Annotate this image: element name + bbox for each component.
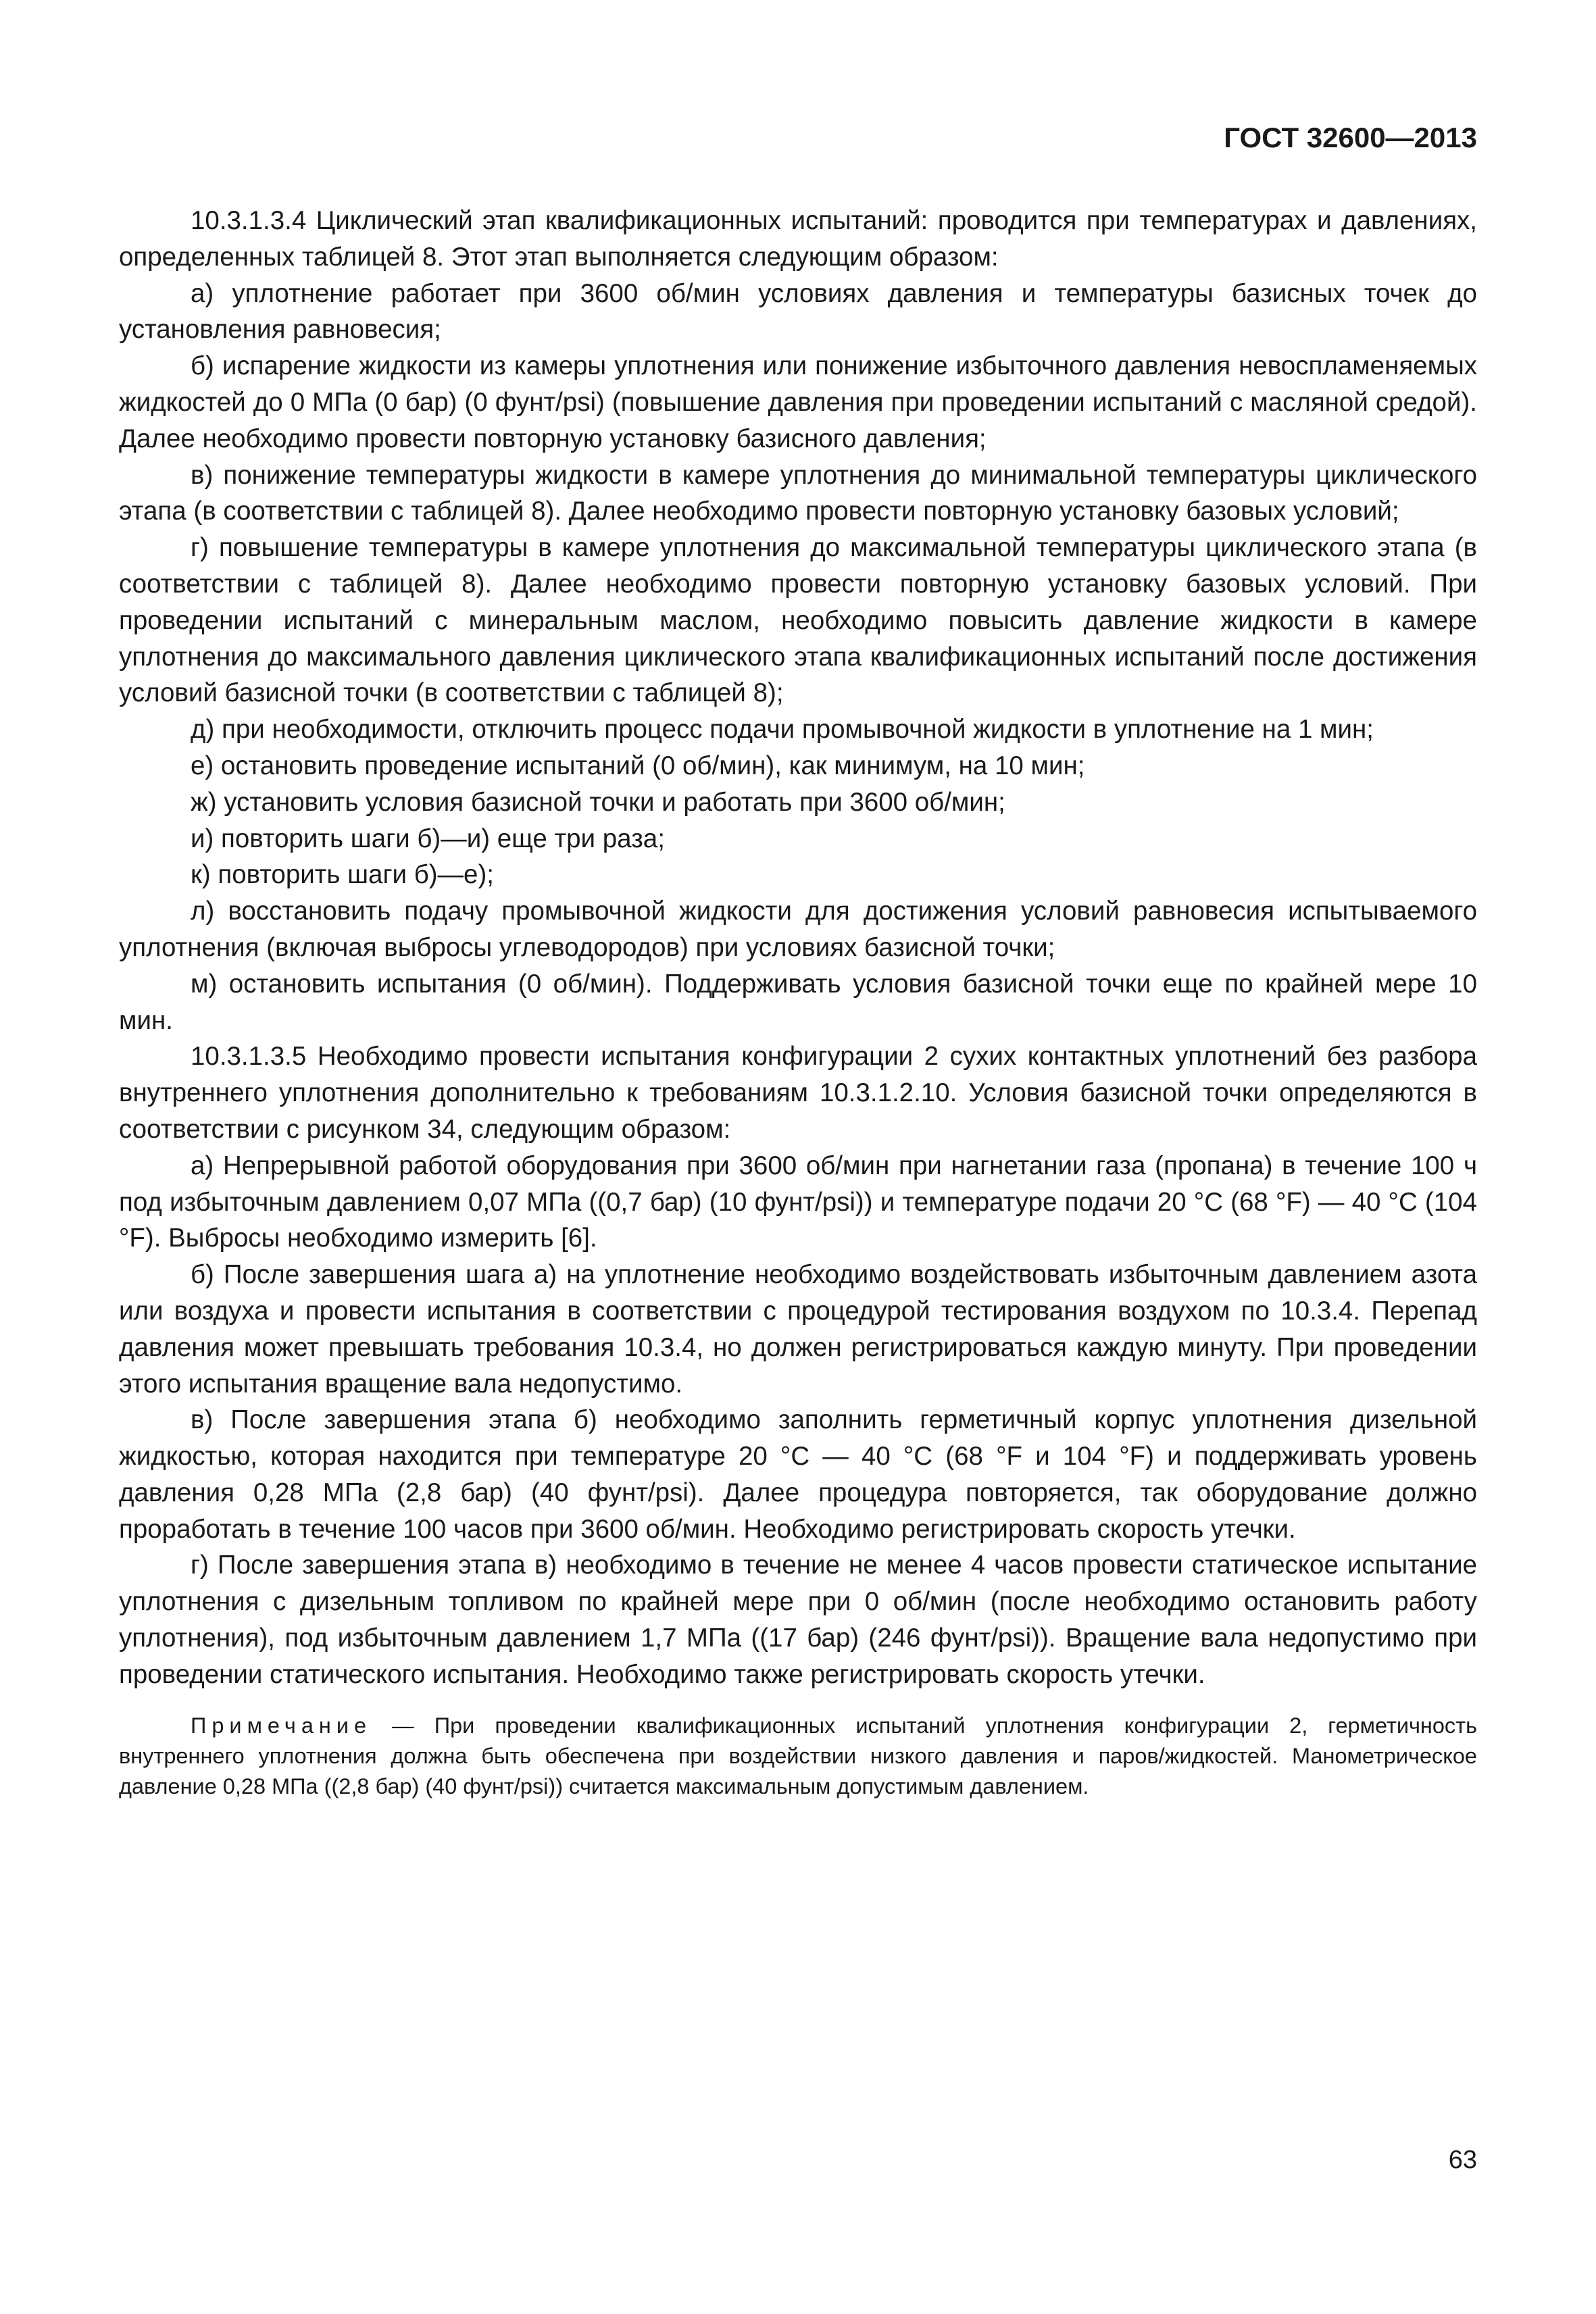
- paragraph-10-3-1-3-4: 10.3.1.3.4 Циклический этап квалификационных испытаний: проводится при температурах и давлениях, определенных таблицей 8. Этот этап выполняется следующим образом:: [119, 206, 1477, 272]
- list-item-i: и) повторить шаги б)—и) еще три раза;: [191, 824, 665, 853]
- list-item-v: в) понижение температуры жидкости в камере уплотнения до минимальной температуры циклического этапа (в соответствии с таблицей 8). Далее необходимо провести повторную установку базовых условий;: [119, 460, 1477, 526]
- document-number-header: ГОСТ 32600—2013: [1224, 122, 1477, 153]
- note-text: При проведении квалификационных испытаний уплотнения конфигурации 2, герметичность внутреннего уплотнения должна быть обеспечена при воздействии низкого давления и паров/жидкостей. Манометрическое давление 0,28 МПа ((2,8 бар) (40 фунт/psi)) считается максимальным допустимым давлением.: [119, 1713, 1478, 1799]
- list-item-zh: ж) установить условия базисной точки и работать при 3600 об/мин;: [191, 787, 1005, 817]
- list-item-b-2: б) После завершения шага а) на уплотнение необходимо воздействовать избыточным давлением азота или воздуха и провести испытания в соответствии с процедурой тестирования воздухом по 10.3.4. Перепад давления может превышать требования 10.3.4, но должен регистрироваться каждую минуту. При проведении этого испытания вращение вала недопустимо.: [119, 1260, 1477, 1399]
- list-item-l: л) восстановить подачу промывочной жидкости для достижения условий равновесия испытываемого уплотнения (включая выбросы углеводородов) при условиях базисной точки;: [119, 897, 1477, 962]
- note: [119, 1711, 1477, 1802]
- list-item-v-2: в) После завершения этапа б) необходимо заполнить герметичный корпус уплотнения дизельной жидкостью, которая находится при температуре 20 °С — 40 °С (68 °F и 104 °F) и поддерживать уровень давления 0,28 МПа (2,8 бар) (40 фунт/psi). Далее процедура повторяется, так оборудование должно проработать в течение 100 часов при 3600 об/мин. Необходимо регистрировать скорость утечки.: [119, 1405, 1477, 1544]
- list-item-d: д) при необходимости, отключить процесс подачи промывочной жидкости в уплотнение на 1 мин;: [191, 715, 1374, 745]
- list-item-k: к) повторить шаги б)—е);: [191, 860, 494, 890]
- page-number: 63: [1448, 2146, 1477, 2174]
- list-item-m: м) остановить испытания (0 об/мин). Поддерживать условия базисной точки еще по крайней мере 10 мин.: [119, 969, 1477, 1035]
- list-item-a: а) уплотнение работает при 3600 об/мин условиях давления и температуры базисных точек до установления равновесия;: [119, 278, 1477, 345]
- list-item-g: г) повышение температуры в камере уплотнения до максимальной температуры циклического этапа (в соответствии с таблицей 8). Далее необходимо провести повторную установку базовых условий. При проведении испытаний с минеральным маслом, необходимо повысить давление жидкости в камере уплотнения до максимального давления циклического этапа квалификационных испытаний после достижения условий базисной точки (в соответствии с таблицей 8);: [119, 533, 1477, 708]
- list-item-g-2: г) После завершения этапа в) необходимо в течение не менее 4 часов провести статическое испытание уплотнения с дизельным топливом по крайней мере при 0 об/мин (после необходимо остановить работу уплотнения), под избыточным давлением 1,7 МПа ((17 бар) (246 фунт/psi)). Вращение вала недопустимо при проведении статического испытания. Необходимо также регистрировать скорость утечки.: [119, 1551, 1477, 1689]
- list-item-a-2: а) Непрерывной работой оборудования при 3600 об/мин при нагнетании газа (пропана) в течение 100 ч под избыточным давлением 0,07 МПа ((0,7 бар) (10 фунт/psi)) и температуре подачи 20 °С (68 °F) — 40 °С (104 °F). Выбросы необходимо измерить [6].: [119, 1151, 1477, 1253]
- list-item-b: б) испарение жидкости из камеры уплотнения или понижение избыточного давления невоспламеняемых жидкостей до 0 МПа (0 бар) (0 фунт/psi) (повышение давления при проведении испытаний с масляной средой). Далее необходимо провести повторную установку базисного давления;: [119, 351, 1477, 453]
- paragraph-10-3-1-3-5: 10.3.1.3.5 Необходимо провести испытания конфигурации 2 сухих контактных уплотнений без разбора внутреннего уплотнения дополнительно к требованиям 10.3.1.2.10. Условия базисной точки определяются в соответствии с рисунком 34, следующим образом:: [119, 1042, 1477, 1144]
- document-body: [119, 203, 1477, 1802]
- list-item-e: е) остановить проведение испытаний (0 об/мин), как минимум, на 10 мин;: [191, 751, 1085, 780]
- note-dash: —: [372, 1713, 434, 1738]
- note-label: Примечание: [191, 1713, 372, 1738]
